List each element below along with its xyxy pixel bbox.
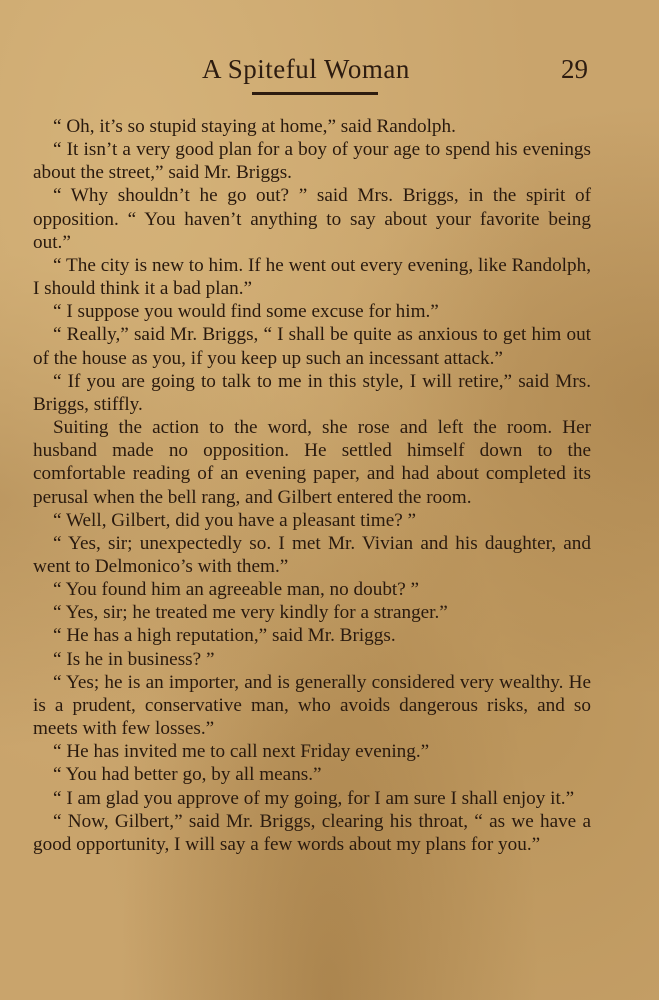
running-header [0,52,659,92]
paragraph: “ He has invited me to call next Friday evening.” [53,741,430,763]
paragraph: “ I am glad you approve of my going, for I am sure I shall enjoy it.” [53,787,575,809]
paragraph: “ Really,” said Mr. Briggs, “ I shall be quite as anxious to get him out of the house as you, if you keep up such an incessant attack.” [33,324,591,369]
running-title: A Spiteful Woman [202,54,410,84]
paragraph: “ If you are going to talk to me in this style, I will retire,” said Mrs. Briggs, stiffly. [33,370,591,415]
paragraph: Suiting the action to the word, she rose and left the room. Her husband made no opposition. He settled himself down to the comfortable reading of an evening paper, and had about completed its perusal when the bell rang, and Gilbert entered the room. [33,417,591,508]
paragraph: “ Now, Gilbert,” said Mr. Briggs, clearing his throat, “ as we have a good opportunity, I will say a few words about my plans for you.” [33,810,591,855]
paragraph: “ Oh, it’s so stupid staying at home,” said Randolph. [53,116,456,137]
paragraph: “ Why shouldn’t he go out? ” said Mrs. Briggs, in the spirit of opposition. “ You haven’t anything to say about your favorite being out.” [33,185,591,253]
paragraph: “ Yes; he is an importer, and is generally considered very wealthy. He is a prudent, conservative man, who avoids dangerous risks, and so meets with few losses.” [33,671,591,740]
body-text [33,115,591,856]
paragraph: “ Yes, sir; he treated me very kindly for a stranger.” [53,602,448,624]
paragraph: “ It isn’t a very good plan for a boy of your age to spend his evenings about the street,” said Mr. Briggs. [33,139,591,184]
paragraph: “ You found him an agreeable man, no doubt? ” [53,579,420,601]
page-number: 29 [561,54,588,84]
paragraph: “ You had better go, by all means.” [53,764,322,786]
paragraph: “ The city is new to him. If he went out every evening, like Randolph, I should think it a bad plan.” [33,254,591,300]
paragraph: “ Yes, sir; unexpectedly so. I met Mr. Vivian and his daughter, and went to Delmonico’s with them.” [33,532,591,577]
header-rule [252,92,378,95]
paragraph: “ Well, Gilbert, did you have a pleasant time? ” [53,509,417,531]
paragraph: “ I suppose you would find some excuse for him.” [53,301,439,323]
paragraph: “ He has a high reputation,” said Mr. Briggs. [53,625,396,647]
paragraph: “ Is he in business? ” [53,648,215,670]
